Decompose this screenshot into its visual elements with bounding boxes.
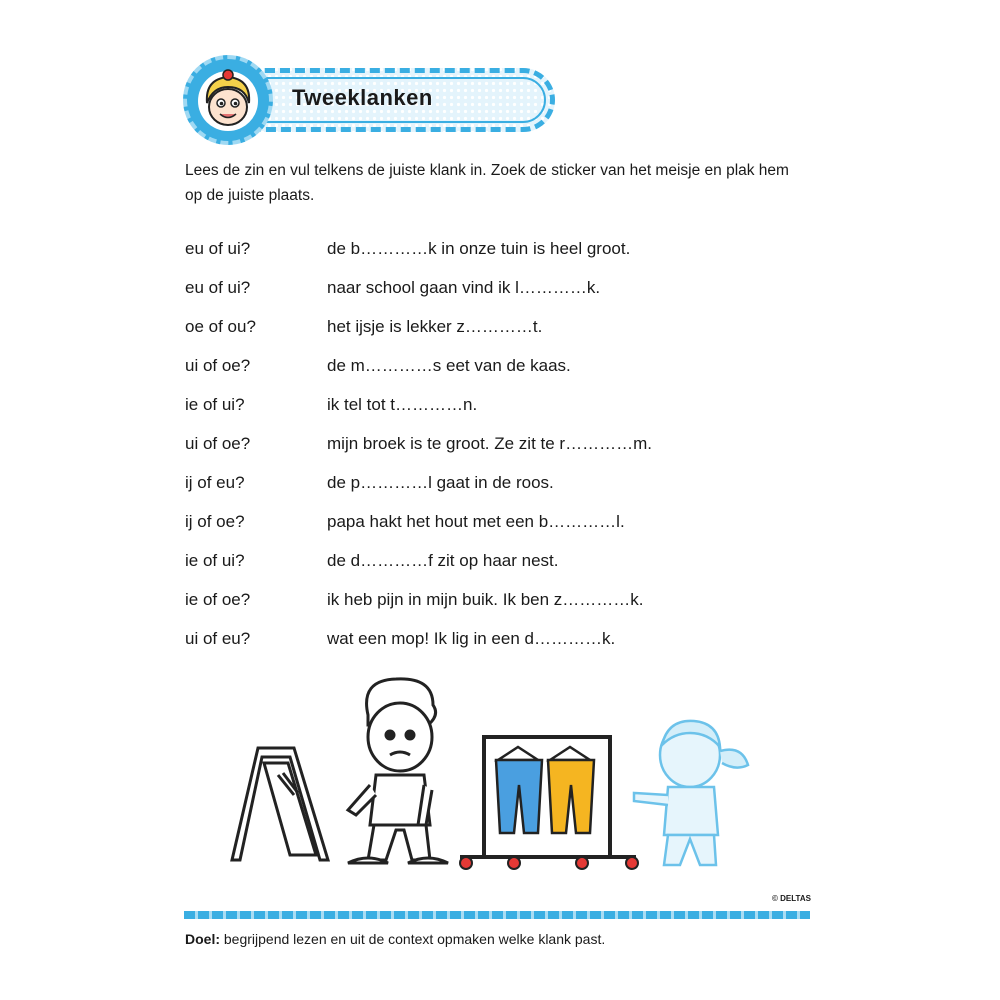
- exercise-sentence: ik heb pijn in mijn buik. Ik ben z…………k.: [327, 590, 644, 609]
- exercise-sentence: het ijsje is lekker z…………t.: [327, 317, 543, 336]
- illustration: [228, 675, 780, 875]
- copyright-text: © DELTAS: [772, 894, 811, 903]
- exercise-sentence: de m…………s eet van de kaas.: [327, 356, 571, 375]
- exercise-sentence: de p…………l gaat in de roos.: [327, 473, 554, 492]
- exercise-sentence: wat een mop! Ik lig in een d…………k.: [327, 629, 616, 648]
- mirror-illustration: [232, 748, 328, 860]
- exercise-sentence: mijn broek is te groot. Ze zit te r…………m.: [327, 434, 652, 453]
- exercise-sentence: papa hakt het hout met een b…………l.: [327, 512, 625, 531]
- goal-text: [185, 931, 605, 947]
- exercise-sentence: de d…………f zit op haar nest.: [327, 551, 559, 570]
- exercise-options: ie of oe?: [185, 590, 251, 609]
- page-title: Tweeklanken: [292, 85, 433, 110]
- footer-divider: [184, 911, 810, 919]
- exercise-sentence: ik tel tot t…………n.: [327, 395, 478, 414]
- clothes-rack-illustration: [460, 737, 638, 869]
- header-banner: [183, 55, 558, 145]
- exercise-options: ij of oe?: [185, 512, 245, 531]
- exercise-options: eu of ui?: [185, 278, 251, 297]
- girl-sticker-outline: [634, 721, 748, 865]
- exercise-options: ie of ui?: [185, 551, 245, 570]
- instructions-text: Lees de zin en vul telkens de juiste klank in. Zoek de sticker van het meisje en plak hem op de juiste plaats.: [185, 162, 789, 204]
- boy-illustration: [348, 679, 448, 863]
- goal-description: begrijpend lezen en uit de context opmaken welke klank past.: [220, 931, 606, 947]
- exercise-options: ij of eu?: [185, 473, 245, 492]
- exercise-options: ie of ui?: [185, 395, 245, 414]
- exercise-options: ui of oe?: [185, 356, 251, 375]
- exercise-options: oe of ou?: [185, 317, 256, 336]
- exercise-options: ui of eu?: [185, 629, 251, 648]
- goal-label: Doel:: [185, 931, 220, 947]
- exercise-sentence: naar school gaan vind ik l…………k.: [327, 278, 601, 297]
- exercise-options: ui of oe?: [185, 434, 251, 453]
- exercise-sentence: de b…………k in onze tuin is heel groot.: [327, 239, 631, 258]
- exercise-options: eu of ui?: [185, 239, 251, 258]
- girl-face-icon: [183, 55, 273, 145]
